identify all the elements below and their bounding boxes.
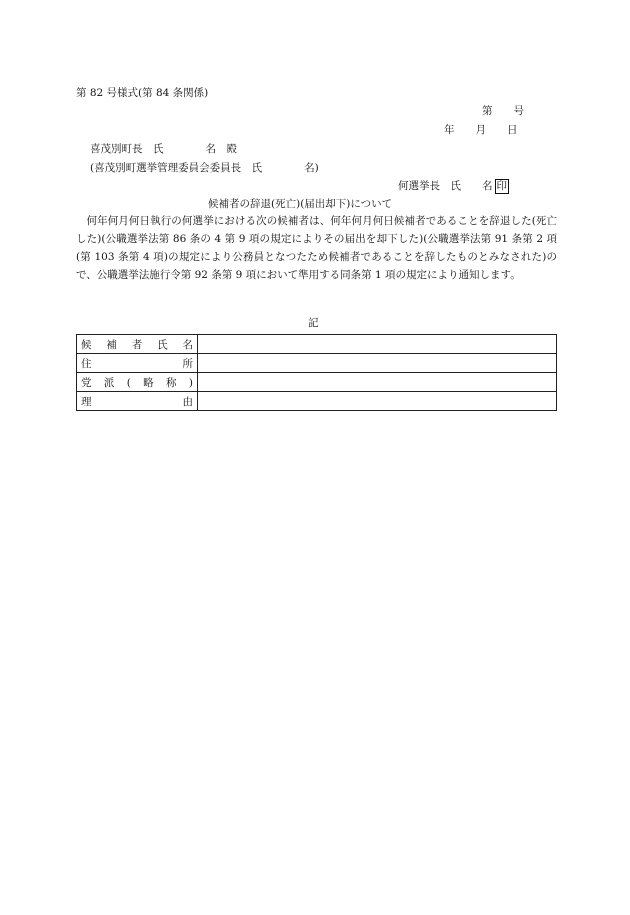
- address-value: [198, 354, 557, 373]
- sender-name: 何選挙長 氏 名: [398, 180, 493, 192]
- party-value: [198, 373, 557, 392]
- addressee-line: 喜茂別町長 氏 名 殿: [90, 143, 237, 155]
- note-heading: 記: [308, 317, 319, 329]
- date-line: 年 月 日: [444, 124, 518, 136]
- table-row: [77, 392, 557, 411]
- candidate-info-table: [76, 334, 557, 411]
- reason-label: 理由: [77, 392, 198, 411]
- table-row: [77, 354, 557, 373]
- document-title: 候補者の辞退(死亡)(届出却下)について: [208, 198, 393, 210]
- document-number-line: 第 号: [482, 105, 524, 117]
- addressee-alt-line: (喜茂別町選挙管理委員会委員長 氏 名): [90, 162, 319, 174]
- seal-mark: 印: [496, 180, 507, 192]
- candidate-name-value: [198, 335, 557, 354]
- sender-line: [398, 179, 509, 194]
- body-paragraph-container: [76, 212, 557, 284]
- body-paragraph: 何年何月何日執行の何選挙における次の候補者は、何年何月何日候補者であることを辞退した(死亡した)(公職選挙法第 86 条の 4 第 9 項の規定によりその届出を却下した)(公職選挙法第 91 条第 2 項(第 103 条第 4 項)の規定により公務員となつたため候補者であることを辞したものとみなされた)ので、公職選挙法施行令第 92 条第 9 項において準用する同条第 1 項の規定により通知します。: [76, 215, 557, 281]
- party-label: 党派(略称): [77, 373, 198, 392]
- table-row: [77, 335, 557, 354]
- address-label: 住所: [77, 354, 198, 373]
- candidate-name-label: 候補者氏名: [77, 335, 198, 354]
- reason-value: [198, 392, 557, 411]
- form-label: 第 82 号様式(第 84 条関係): [76, 87, 209, 99]
- table-row: [77, 373, 557, 392]
